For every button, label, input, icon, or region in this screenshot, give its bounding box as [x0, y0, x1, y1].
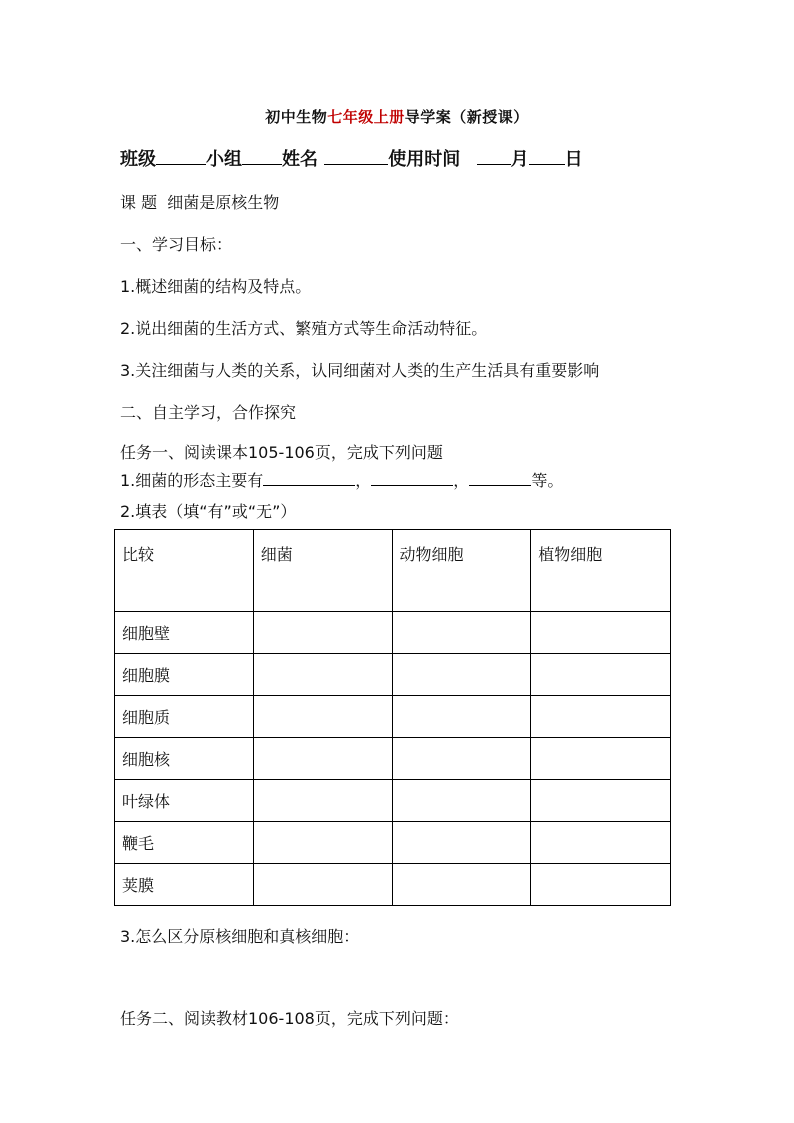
row-label: 荚膜: [115, 864, 254, 906]
q1-sep-1: ，: [355, 471, 372, 490]
table-row: [115, 696, 671, 738]
day-blank[interactable]: [529, 148, 565, 165]
month-blank[interactable]: [477, 148, 511, 165]
table-row: [115, 822, 671, 864]
name-blank[interactable]: [324, 148, 388, 165]
comparison-table: [114, 529, 671, 906]
row-label: 叶绿体: [115, 780, 254, 822]
answer-cell[interactable]: [392, 822, 531, 864]
answer-cell[interactable]: [531, 654, 671, 696]
day-label: 日: [564, 149, 583, 170]
table-row: [115, 612, 671, 654]
row-label: 细胞质: [115, 696, 254, 738]
topic-label: 课 题: [120, 193, 158, 212]
row-label: 细胞膜: [115, 654, 254, 696]
answer-cell[interactable]: [531, 822, 671, 864]
answer-cell[interactable]: [531, 780, 671, 822]
answer-cell[interactable]: [531, 696, 671, 738]
question-3: 3.怎么区分原核细胞和真核细胞：: [120, 927, 360, 946]
answer-cell[interactable]: [531, 738, 671, 780]
title-part-grade: 七年级: [327, 108, 374, 126]
row-label: 鞭毛: [115, 822, 254, 864]
q1-blank-3[interactable]: [469, 471, 531, 486]
table-header-row: [115, 530, 671, 612]
section1-heading: 一、学习目标：: [120, 235, 233, 254]
goal-1: 1.概述细菌的结构及特点。: [120, 277, 312, 296]
q1-blank-2[interactable]: [371, 471, 453, 486]
question-2: 2.填表（填“有”或“无”）: [120, 502, 297, 521]
answer-cell[interactable]: [392, 864, 531, 906]
topic-line: [120, 190, 279, 213]
table-header-cell: 植物细胞: [531, 530, 671, 612]
answer-cell[interactable]: [253, 864, 392, 906]
answer-cell[interactable]: [253, 696, 392, 738]
q1-prefix: 1.细菌的形态主要有: [120, 471, 264, 490]
table-header-cell: 动物细胞: [392, 530, 531, 612]
task2-text: 任务二、阅读教材106-108页，完成下列问题：: [120, 1009, 459, 1028]
q1-suffix: 等。: [531, 471, 564, 490]
month-label: 月: [510, 149, 529, 170]
student-info-line: [120, 145, 583, 171]
page-title: [0, 106, 794, 127]
question-1: [120, 468, 563, 491]
table-row: [115, 654, 671, 696]
table-row: [115, 738, 671, 780]
name-label: 姓名: [282, 149, 318, 170]
answer-cell[interactable]: [531, 864, 671, 906]
class-blank[interactable]: [156, 148, 206, 165]
answer-cell[interactable]: [392, 738, 531, 780]
title-part-volume: 上册: [373, 108, 405, 126]
answer-cell[interactable]: [253, 612, 392, 654]
answer-cell[interactable]: [392, 780, 531, 822]
table-row: [115, 864, 671, 906]
row-label: 细胞核: [115, 738, 254, 780]
answer-cell[interactable]: [253, 738, 392, 780]
task1-text: 任务一、阅读课本105-106页，完成下列问题: [120, 443, 443, 462]
answer-cell[interactable]: [253, 822, 392, 864]
section2-heading: 二、自主学习，合作探究: [120, 403, 297, 422]
group-blank[interactable]: [242, 148, 282, 165]
answer-cell[interactable]: [392, 696, 531, 738]
answer-cell[interactable]: [531, 612, 671, 654]
class-label: 班级: [120, 149, 156, 170]
q1-sep-2: ，: [453, 471, 470, 490]
topic-text: 细菌是原核生物: [167, 193, 280, 212]
title-part-type: 导学案（新授课）: [404, 108, 529, 126]
answer-cell[interactable]: [392, 654, 531, 696]
q1-blank-1[interactable]: [263, 471, 355, 486]
title-part-course: 初中生物: [265, 108, 328, 126]
table-row: [115, 780, 671, 822]
goal-2: 2.说出细菌的生活方式、繁殖方式等生命活动特征。: [120, 319, 488, 338]
table-header-cell: 细菌: [253, 530, 392, 612]
group-label: 小组: [206, 149, 242, 170]
time-label: 使用时间: [388, 149, 461, 170]
answer-cell[interactable]: [253, 654, 392, 696]
goal-3: 3.关注细菌与人类的关系，认同细菌对人类的生产生活具有重要影响: [120, 361, 600, 380]
row-label: 细胞壁: [115, 612, 254, 654]
answer-cell[interactable]: [392, 612, 531, 654]
answer-cell[interactable]: [253, 780, 392, 822]
table-header-cell: 比较: [115, 530, 254, 612]
